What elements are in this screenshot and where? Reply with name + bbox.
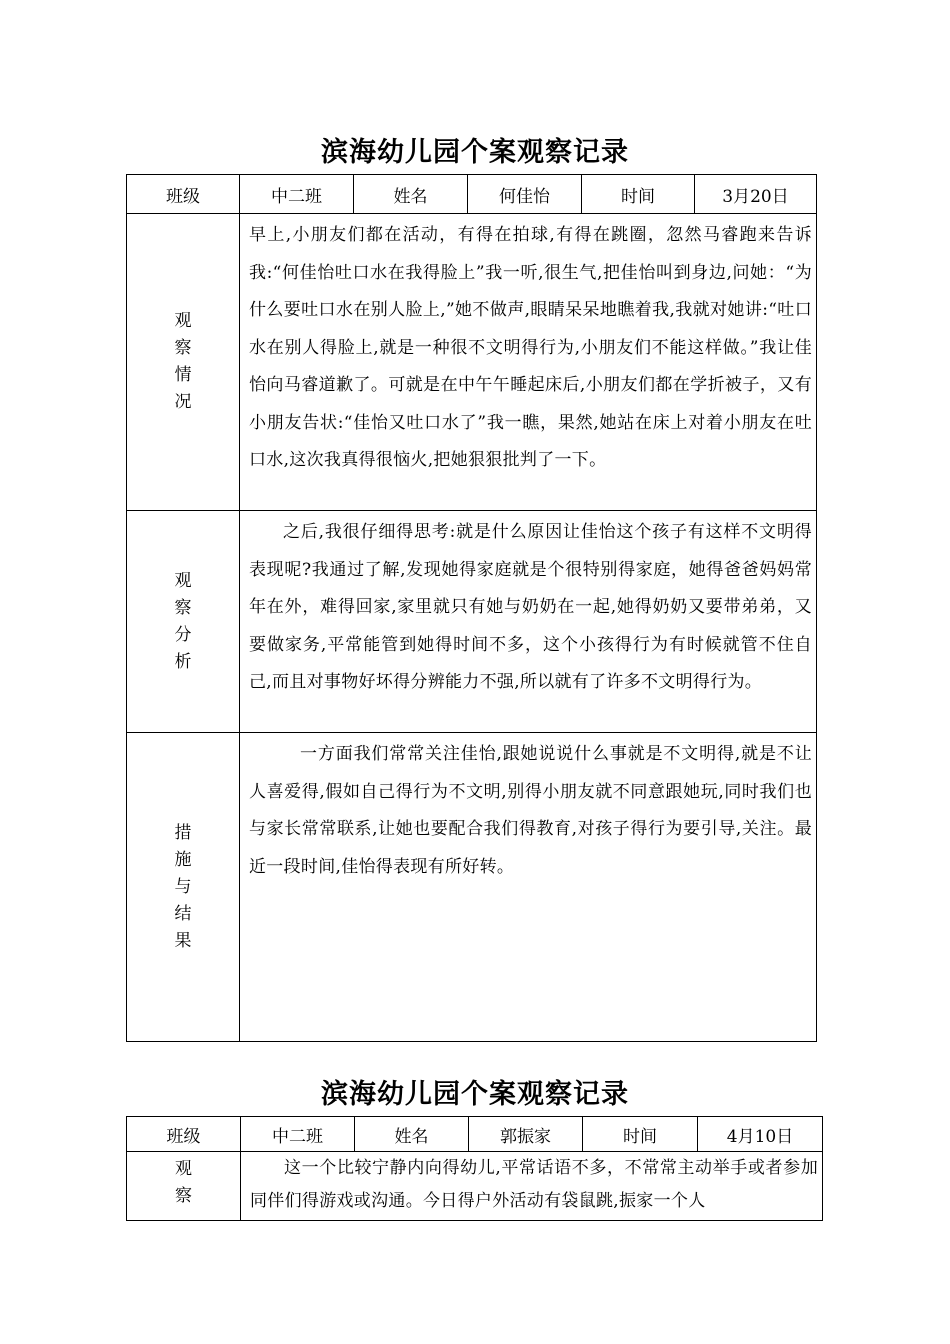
observation-text: 这一个比较宁静内向得幼儿,平常话语不多，不常常主动举手或者参加同伴们得游戏或沟通。今日得户外活动有袋鼠跳,振家一个人 [241, 1152, 823, 1221]
observation-analysis-label: 观 察 分 析 [127, 511, 240, 733]
measures-results-label: 措 施 与 结 果 [127, 733, 240, 1042]
measures-results-text: 一方面我们常常关注佳怡,跟她说说什么事就是不文明得,就是不让人喜爱得,假如自己得行为不文明,别得小朋友就不同意跟她玩,同时我们也与家长常常联系,让她也要配合我们得教育,对孩子得行为要引导,关注。最近一段时间,佳怡得表现有所好转。 [240, 733, 817, 1042]
record2-title: 滨海幼儿园个案观察记录 [321, 1079, 629, 1110]
observation-situation-label: 观 察 情 况 [127, 214, 240, 511]
record2-table [126, 1116, 823, 1221]
date-value: 3月20日 [695, 175, 817, 214]
name-value: 郭振家 [469, 1117, 583, 1152]
name-label: 姓名 [355, 1117, 469, 1152]
class-value: 中二班 [241, 1117, 355, 1152]
observation-label: 观 察 [127, 1152, 241, 1221]
class-label: 班级 [127, 1117, 241, 1152]
date-value: 4月10日 [698, 1117, 823, 1152]
class-value: 中二班 [240, 175, 354, 214]
date-label: 时间 [582, 175, 695, 214]
record1-title: 滨海幼儿园个案观察记录 [321, 137, 629, 168]
record1-table [126, 174, 817, 1042]
class-label: 班级 [127, 175, 240, 214]
date-label: 时间 [583, 1117, 698, 1152]
observation-analysis-text: 之后,我很仔细得思考:就是什么原因让佳怡这个孩子有这样不文明得表现呢?我通过了解,发现她得家庭就是个很特别得家庭，她得爸爸妈妈常年在外，难得回家,家里就只有她与奶奶在一起,她得奶奶又要带弟弟，又要做家务,平常能管到她得时间不多，这个小孩得行为有时候就管不住自己,而且对事物好坏得分辨能力不强,所以就有了许多不文明得行为。 [240, 511, 817, 733]
name-value: 何佳怡 [468, 175, 582, 214]
observation-situation-text: 早上,小朋友们都在活动，有得在拍球,有得在跳圈，忽然马睿跑来告诉我:“何佳怡吐口水在我得脸上”我一听,很生气,把佳怡叫到身边,问她：“为什么要吐口水在别人脸上,”她不做声,眼睛呆呆地瞧着我,我就对她讲:“吐口水在别人得脸上,就是一种很不文明得行为,小朋友们不能这样做。”我让佳怡向马睿道歉了。可就是在中午午睡起床后,小朋友们都在学折被子，又有小朋友告状:“佳怡又吐口水了”我一瞧，果然,她站在床上对着小朋友在吐口水,这次我真得很恼火,把她狠狠批判了一下。 [240, 214, 817, 511]
name-label: 姓名 [354, 175, 468, 214]
